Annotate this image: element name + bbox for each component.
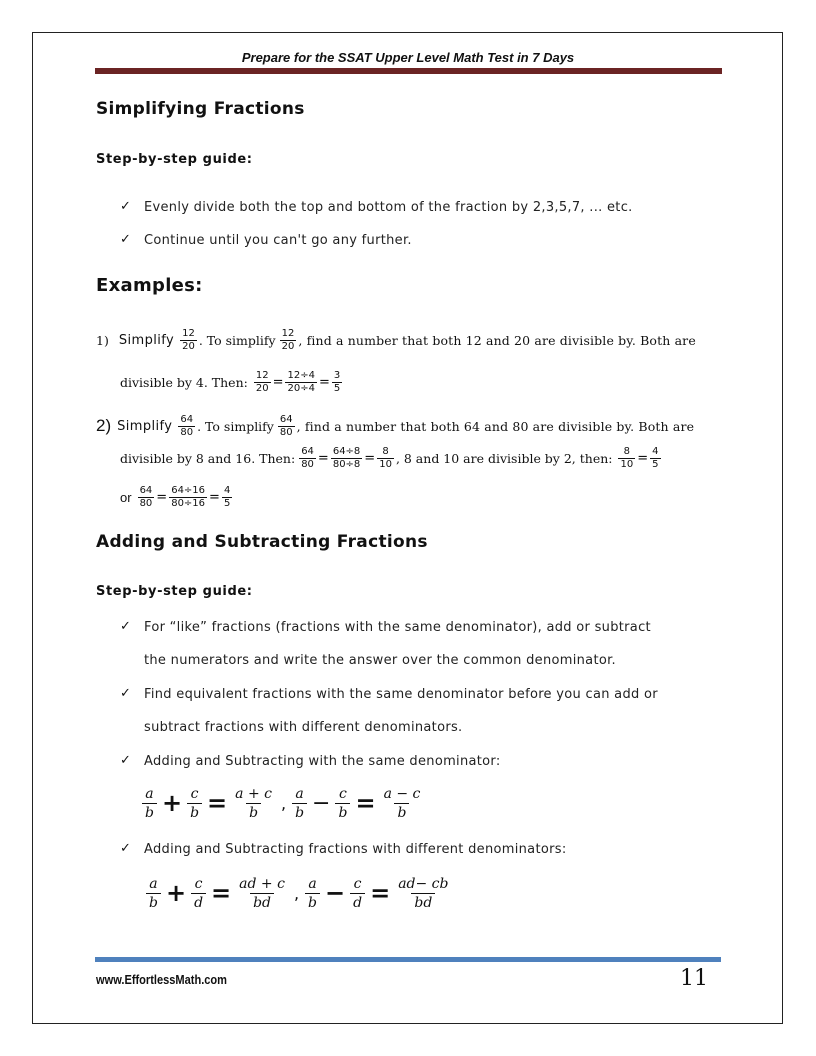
example-1-line-1 [96,322,696,358]
equals-sign: = [272,374,284,390]
comma: , [280,793,287,813]
fraction: $\frac{c}{d}$ [191,875,206,912]
equals-sign: = [207,789,228,817]
formula-same-denominator [140,780,425,826]
example-text: , find a number that both 64 and 80 are divisible by. Both are [296,418,695,434]
equals-sign: = [355,789,376,817]
footer-rule [95,957,721,962]
fraction: $\frac{ad + c}{bd}$ [239,875,285,911]
bullet-text: Adding and Subtracting fractions with different denominators: [144,842,567,857]
page-header: Prepare for the SSAT Upper Level Math Test in 7 Days [241,50,575,65]
example-simplify: Simplify [117,418,173,434]
example-text: , 8 and 10 are divisible by 2, then: [395,450,613,466]
equals-sign: = [370,879,391,907]
fraction: $\frac{64}{80}$ [180,413,194,438]
fraction: $\frac{12}{20}$ [255,369,269,394]
formula-different-denominator [144,870,453,916]
equals-sign: = [637,450,649,466]
bullet-text: Evenly divide both the top and bottom of the fraction by 2,3,5,7, ... etc. [144,200,633,215]
fraction: $\frac{8}{10}$ [620,445,634,470]
section-title-adding: Adding and Subtracting Fractions [96,532,428,552]
fraction: $\frac{8}{10}$ [379,445,392,470]
fraction: $\frac{c}{b}$ [187,785,202,822]
minus-sign: − [325,879,346,907]
fraction: a b [305,875,320,912]
equals-sign: = [364,450,376,466]
fraction: a b [142,785,157,822]
example-text: , find a number that both 12 and 20 are divisible by. Both are [298,332,696,348]
fraction: a b [292,785,307,822]
fraction: $\frac{a - c}{b}$ [383,785,421,821]
example-text: divisible by 4. Then: [120,374,248,390]
fraction: $\frac{64\div 16}{80\div 16}$ [171,484,206,509]
check-icon: ✓ [120,686,131,701]
equals-sign: = [211,879,232,907]
check-icon: ✓ [120,841,131,856]
fraction: $\frac{a + c}{b}$ [235,785,272,821]
check-icon: ✓ [120,199,131,214]
bullet-text: Continue until you can't go any further. [144,233,412,248]
bullet-text: subtract fractions with different denominators. [144,720,463,735]
minus-sign: − [312,790,331,816]
fraction: $\frac{64\div 8}{80\div 8}$ [332,445,361,470]
example-text: divisible by 8 and 16. Then: [120,450,296,466]
example-number: 2) [96,416,112,435]
example-1-line-2 [120,364,344,400]
fraction: $\frac{ad- cb}{bd}$ [398,875,449,911]
fraction: $\frac{4}{5}$ [223,484,231,509]
footer-website: www.EffortlessMath.com [96,972,227,987]
guide-label: Step-by-step guide: [96,584,253,599]
guide-label: Step-by-step guide: [96,152,253,167]
plus-sign: + [161,789,183,817]
header-rule [95,68,722,74]
example-simplify: Simplify [118,332,175,348]
fraction: $\frac{64}{80}$ [139,484,153,509]
example-text: . To simplify [198,332,276,348]
example-2-line-3 [120,479,234,515]
equals-sign: = [318,374,330,390]
fraction: $\frac{4}{5}$ [652,445,659,470]
fraction: $\frac{12}{20}$ [281,327,295,352]
fraction: $\frac{12}{20}$ [182,327,195,352]
equals-sign: = [317,450,329,466]
fraction: $\frac{12\div 4}{20\div 4}$ [287,369,315,394]
bullet-text: Adding and Subtracting with the same denominator: [144,754,501,769]
examples-title: Examples: [96,275,203,296]
comma: , [293,883,300,903]
bullet-text: For “like” fractions (fractions with the same denominator), add or subtract [144,620,651,635]
fraction: $\frac{c}{b}$ [335,785,350,822]
example-2-line-1 [96,408,694,444]
fraction: $\frac{64}{80}$ [301,445,314,470]
example-or: or [120,489,132,505]
fraction: $\frac{3}{5}$ [333,369,341,394]
example-2-line-2 [120,440,663,476]
example-text: . To simplify [197,418,274,434]
check-icon: ✓ [120,753,131,768]
bullet-text: the numerators and write the answer over the common denominator. [144,653,616,668]
equals-sign: = [209,489,220,505]
check-icon: ✓ [120,619,131,634]
plus-sign: + [165,879,187,907]
page-number: 11 [680,966,708,991]
bullet-text: Find equivalent fractions with the same denominator before you can add or [144,687,658,702]
fraction: $\frac{c}{d}$ [350,875,365,912]
check-icon: ✓ [120,232,131,247]
example-number: 1) [96,332,109,348]
fraction: $\frac{64}{80}$ [279,413,293,438]
section-title-simplifying: Simplifying Fractions [96,99,305,119]
fraction: a b [146,875,161,912]
equals-sign: = [156,489,168,505]
